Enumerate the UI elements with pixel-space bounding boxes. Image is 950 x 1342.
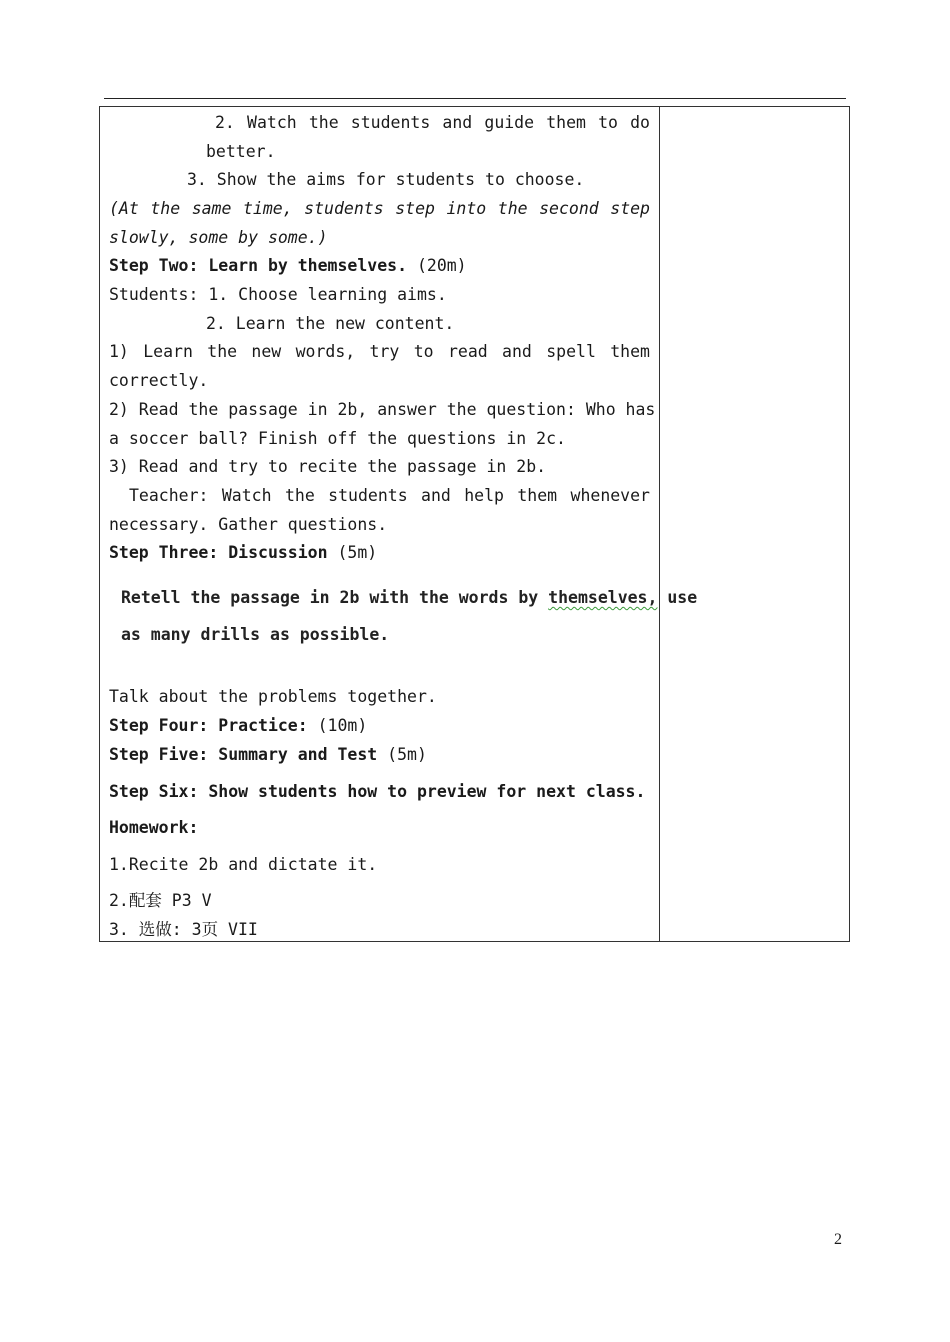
text-line: slowly, some by some.) <box>109 228 328 247</box>
page-number: 2 <box>834 1231 842 1248</box>
table-column-divider <box>659 106 660 942</box>
text-line: a soccer ball? Finish off the questions in 2c. <box>109 429 566 448</box>
text-line: 3) Read and try to recite the passage in 2b. <box>109 457 547 476</box>
text-line: 2. Watch the students and guide them to do <box>215 113 650 132</box>
text-line: 2. Learn the new content. <box>206 314 455 333</box>
step-four-duration: (10m) <box>307 716 368 735</box>
step-five-duration: (5m) <box>377 745 427 764</box>
step-two-heading <box>109 251 650 280</box>
text-line: 1) Learn the new words, try to read and spell them <box>109 342 650 361</box>
text-line: correctly. <box>109 371 209 390</box>
step-four-label: Step Four: Practice: <box>109 716 308 735</box>
step-three-label: Step Three: Discussion <box>109 543 328 562</box>
text-line: Talk about the problems together. <box>109 687 437 706</box>
pasted-text-line <box>121 586 698 610</box>
step-four-heading <box>109 711 650 740</box>
homework-item: 3. 选做: 3页 VII <box>109 920 258 939</box>
homework-heading: Homework: <box>109 818 199 837</box>
text-line: Teacher: Watch the students and help them whenever <box>129 486 650 505</box>
pasted-text-line: as many drills as possible. <box>121 625 390 644</box>
step-five-label: Step Five: Summary and Test <box>109 745 378 764</box>
step-two-label: Step Two: Learn by themselves. <box>109 256 408 275</box>
text-line: (At the same time, students step into the second step <box>109 199 650 218</box>
step-three-duration: (5m) <box>327 543 378 562</box>
text-line: necessary. Gather questions. <box>109 515 388 534</box>
spellcheck-word: themselves, <box>548 588 658 607</box>
homework-item: 1.Recite 2b and dictate it. <box>109 855 378 874</box>
header-rule <box>104 98 846 99</box>
text-line: 3. Show the aims for students to choose. <box>187 170 585 189</box>
step-two-duration: (20m) <box>407 256 467 275</box>
pasted-text-part: Retell the passage in 2b with the words by <box>121 588 549 607</box>
text-line: better. <box>206 142 276 161</box>
text-line: 2) Read the passage in 2b, answer the question: Who has <box>109 400 656 419</box>
step-five-heading <box>109 740 650 769</box>
step-three-heading <box>109 538 650 567</box>
step-six-heading: Step Six: Show students how to preview for next class. <box>109 782 646 801</box>
text-line: Students: 1. Choose learning aims. <box>109 285 447 304</box>
pasted-text-part: use <box>657 588 698 607</box>
homework-item: 2.配套 P3 V <box>109 891 212 910</box>
